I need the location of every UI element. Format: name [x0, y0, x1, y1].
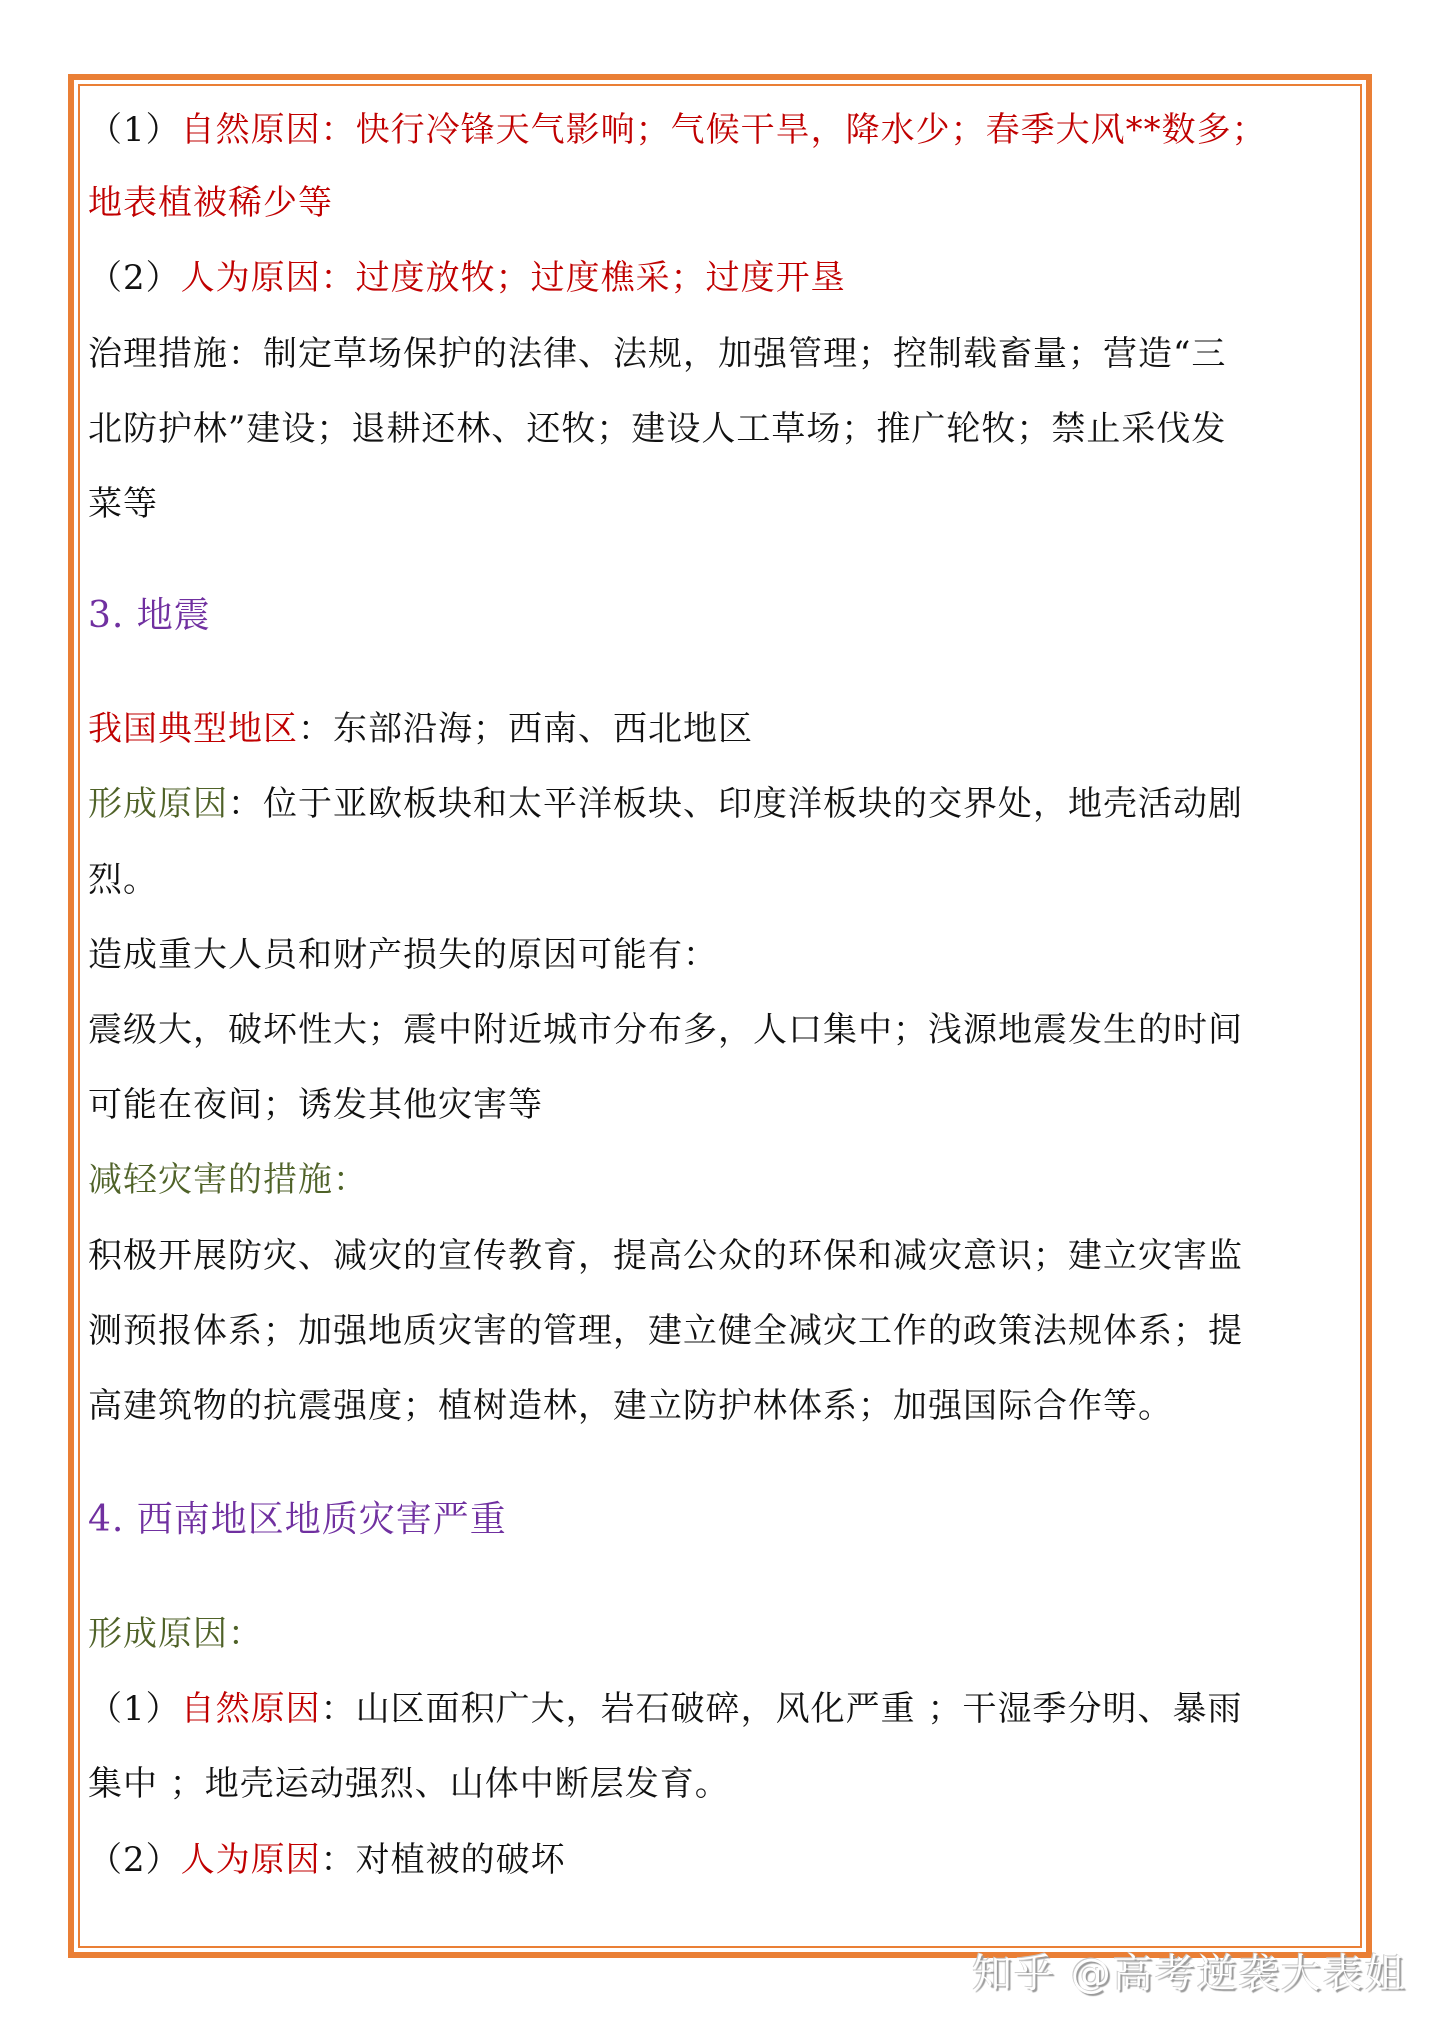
formation-cause-text: ：位于亚欧板块和太平洋板块、印度洋板块的交界处，地壳活动剧: [228, 784, 1243, 824]
loss-reasons-intro: 造成重大人员和财产损失的原因可能有：: [88, 935, 718, 975]
item-number: （1）: [88, 1689, 181, 1729]
loss-reasons-line-2: 可能在夜间；诱发其他灾害等: [88, 1085, 543, 1125]
section-heading-southwest: 4. 西南地区地质灾害严重: [88, 1499, 507, 1540]
southwest-natural-cause-cont: 集中 ；地壳运动强烈、山体中断层发育。: [88, 1764, 730, 1804]
formation-cause-line: [88, 784, 1243, 824]
natural-cause-text-cont: 地表植被稀少等: [88, 183, 333, 223]
item-number: （1）: [88, 110, 181, 150]
human-cause-label: 人为原因：: [180, 258, 356, 298]
southwest-human-cause-line: [88, 1840, 566, 1880]
mitigation-line-2: 测预报体系；加强地质灾害的管理，建立健全减灾工作的政策法规体系；提: [88, 1311, 1243, 1351]
natural-cause-label: 自然原因：: [180, 110, 356, 150]
southwest-formation-label: 形成原因：: [88, 1614, 263, 1654]
human-cause-text: 过度放牧；过度樵采；过度开垦: [355, 258, 846, 298]
mitigation-line-3: 高建筑物的抗震强度；植树造林，建立防护林体系；加强国际合作等。: [88, 1386, 1173, 1426]
mitigation-label: 减轻灾害的措施：: [88, 1160, 368, 1200]
typical-regions-label: 我国典型地区: [88, 709, 298, 749]
measures-line-3: 菜等: [88, 484, 158, 524]
southwest-natural-cause-label: 自然原因: [180, 1689, 321, 1729]
natural-cause-text: 快行冷锋天气影响；气候干旱，降水少；春季大风**数多；: [355, 110, 1267, 150]
measures-line-2: 北防护林”建设；退耕还林、还牧；建设人工草场；推广轮牧；禁止采伐发: [88, 409, 1227, 449]
watermark: 知乎 @高考逆袭大表姐: [972, 1951, 1407, 1997]
formation-cause-text-cont: 烈。: [88, 860, 158, 900]
item-number: （2）: [88, 258, 181, 298]
southwest-natural-cause-line: [88, 1689, 1242, 1729]
measures-line-1: 治理措施：制定草场保护的法律、法规，加强管理；控制载畜量；营造“三: [88, 334, 1227, 374]
natural-cause-line: [88, 110, 1267, 150]
human-cause-line: [88, 258, 846, 298]
southwest-human-cause-text: ：对植被的破坏: [320, 1840, 566, 1880]
mitigation-line-1: 积极开展防灾、减灾的宣传教育，提高公众的环保和减灾意识；建立灾害监: [88, 1236, 1243, 1276]
loss-reasons-line-1: 震级大，破坏性大；震中附近城市分布多，人口集中；浅源地震发生的时间: [88, 1010, 1243, 1050]
typical-regions-line: [88, 709, 753, 749]
section-heading-earthquake: 3. 地震: [88, 595, 211, 636]
southwest-human-cause-label: 人为原因: [180, 1840, 321, 1880]
item-number: （2）: [88, 1840, 181, 1880]
formation-cause-label: 形成原因: [88, 784, 228, 824]
southwest-natural-cause-text: ：山区面积广大，岩石破碎，风化严重 ；干湿季分明、暴雨: [320, 1689, 1243, 1729]
typical-regions-text: ：东部沿海；西南、西北地区: [298, 709, 753, 749]
